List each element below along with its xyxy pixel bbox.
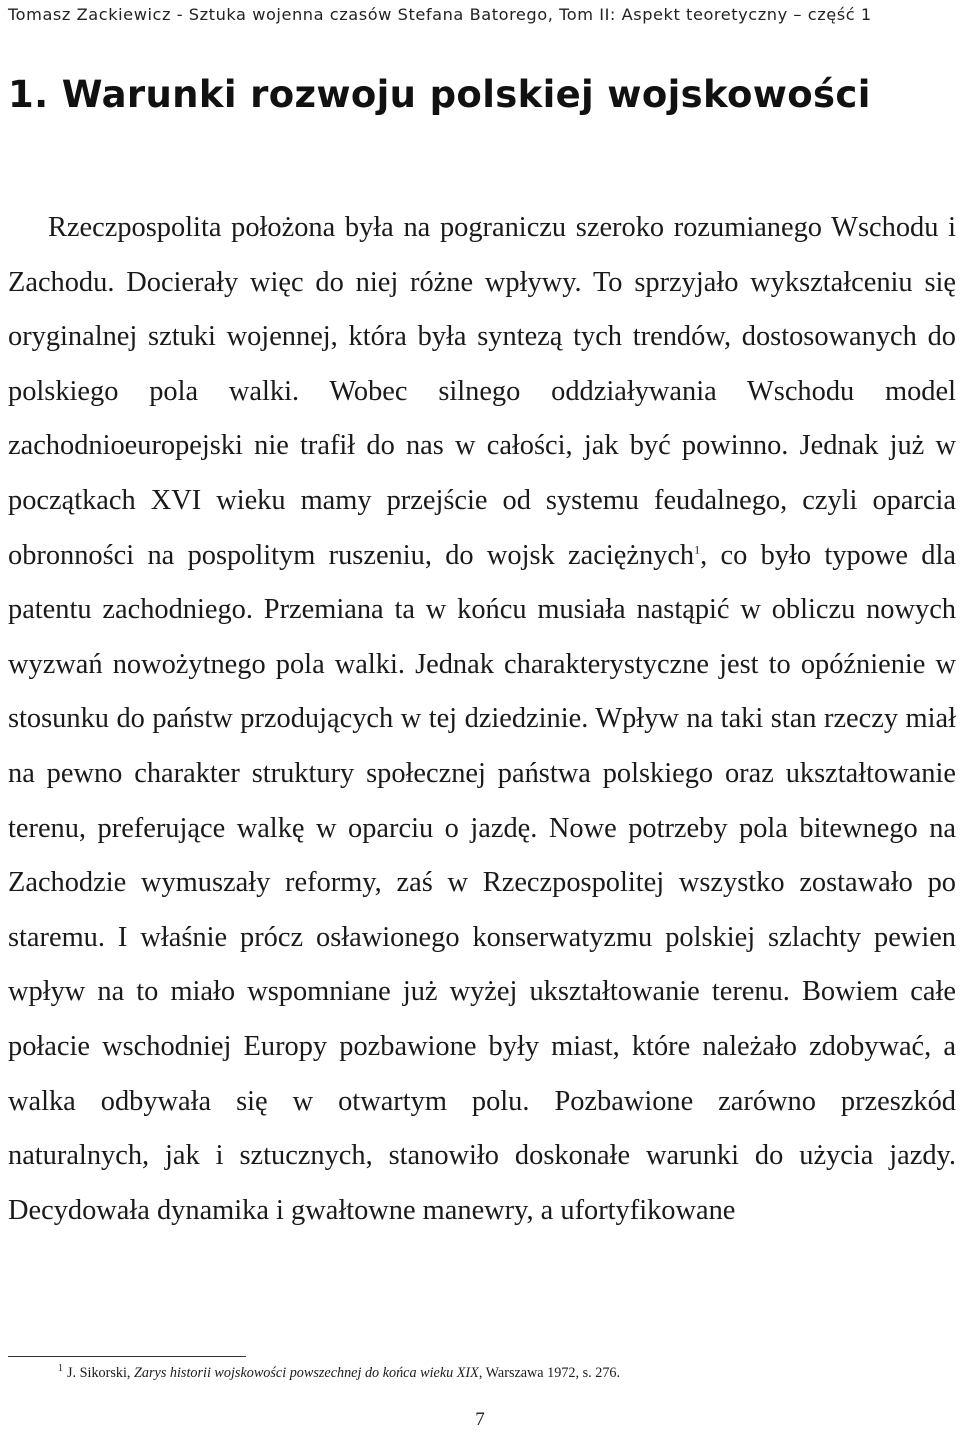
footnote-reference: 1 — [694, 542, 701, 557]
body-text-part-2: , co było typowe dla patentu zachodniego. Przemiana ta w końcu musiała nastąpić w obliczu nowych wyzwań nowożytnego pola walki. Jednak charakterystyczne jest to opóźnienie w stosunku do państw przodujących w tej dziedzinie. Wpływ na taki stan rzeczy miał na pewno charakter struktury społecznej państwa polskiego oraz ukształtowanie terenu, preferujące walkę w oparciu o jazdę. Nowe potrzeby pola bitewnego na Zachodzie wymuszały reformy, zaś w Rzeczpospolitej wszystko zostawało po staremu. I właśnie prócz osławionego konserwatyzmu polskiej szlachty pewien wpływ na to miało wspomniane już wyżej ukształtowanie terenu. Bowiem całe połacie wschodniej Europy pozbawione były miast, które należało zdobywać, a walka odbywała się w otwartym polu. Pozbawione zarówno przeszkód naturalnych, jak i sztucznych, stanowiło doskonałe warunki do użycia jazdy. Decydowała dynamika i gwałtowne manewry, a ufortyfikowane — [8, 539, 956, 1226]
footnote — [58, 1362, 938, 1384]
body-text-part-1: Rzeczpospolita położona była na pograniczu szeroko rozumianego Wschodu i Zachodu. Docierały więc do niej różne wpływy. To sprzyjało wykształceniu się oryginalnej sztuki wojennej, która była syntezą tych trendów, dostosowanych do polskiego pola walki. Wobec silnego oddziaływania Wschodu model zachodnioeuropejski nie trafił do nas w całości, jak być powinno. Jednak już w początkach XVI wieku mamy przejście od systemu feudalnego, czyli oparcia obronności na pospolitym ruszeniu, do wojsk zaciężnych — [8, 212, 956, 571]
page-number: 7 — [475, 1409, 485, 1430]
body-paragraph — [8, 201, 956, 1238]
footnote-book-title: Zarys historii wojskowości powszechnej do końca wieku XIX — [134, 1365, 479, 1381]
footnote-publication-info: , Warszawa 1972, s. 276. — [478, 1365, 621, 1381]
footnote-separator — [8, 1356, 246, 1357]
footnote-number: 1 — [58, 1363, 63, 1375]
running-header: Tomasz Zackiewicz - Sztuka wojenna czasów Stefana Batorego, Tom II: Aspekt teoretyczny – część 1 — [8, 5, 872, 24]
footnote-author: J. Sikorski, — [67, 1365, 135, 1381]
chapter-title: 1. Warunki rozwoju polskiej wojskowości — [8, 73, 871, 116]
